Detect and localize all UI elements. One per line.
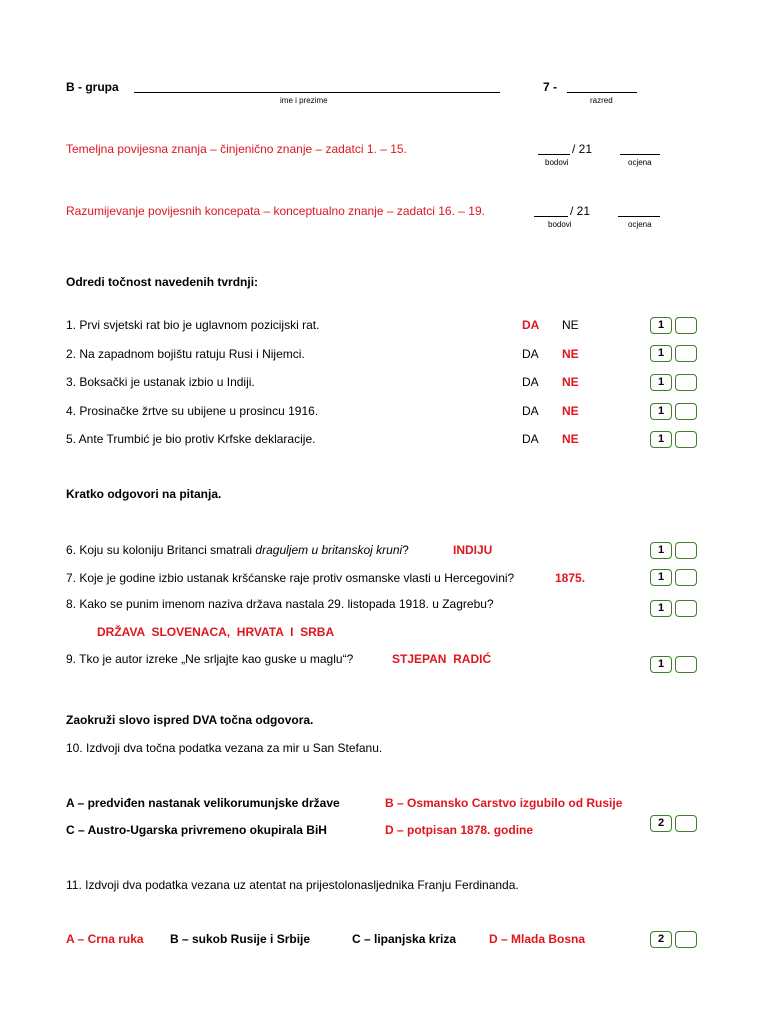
max-points: 2 [650,931,672,948]
points-caption-2: bodovi [548,220,572,229]
score-box [650,431,700,449]
option-11a[interactable]: A – Crna ruka [66,932,144,946]
question-9: 9. Tko je autor izreke „Ne srljajte kao guske u maglu“? [66,652,354,666]
answer-7: 1875. [555,571,586,585]
score-box [650,600,700,618]
statement-text: 1. Prvi svjetski rat bio je uglavnom pozicijski rat. [66,318,320,332]
score-box [650,931,700,949]
earned-points-field[interactable] [675,317,697,334]
max-points: 1 [650,317,672,334]
option-ne[interactable]: NE [562,432,579,446]
points-blank-2[interactable] [534,216,568,217]
class-blank[interactable] [567,92,637,93]
truefalse-instruction: Odredi točnost navedenih tvrdnji: [66,275,259,289]
question-10: 10. Izdvoji dva točna podatka vezana za mir u San Stefanu. [66,741,383,755]
option-11b[interactable]: B – sukob Rusije i Srbije [170,932,311,946]
grade-caption-1: ocjena [628,158,652,167]
points-blank-1[interactable] [538,154,570,155]
earned-points-field[interactable] [675,542,697,559]
option-ne[interactable]: NE [562,375,579,389]
option-da[interactable]: DA [522,318,540,332]
group-label: B - grupa [66,80,119,94]
points-total-1: / 21 [572,142,593,156]
max-points: 1 [650,542,672,559]
question-6-italic: draguljem u britanskoj kruni [255,543,403,557]
statement-text: 3. Boksački je ustanak izbio u Indiji. [66,375,255,389]
earned-points-field[interactable] [675,374,697,391]
max-points: 1 [650,431,672,448]
option-10b[interactable]: B – Osmansko Carstvo izgubilo od Rusije [385,796,623,810]
option-da[interactable]: DA [522,404,539,418]
earned-points-field[interactable] [675,815,697,832]
earned-points-field[interactable] [675,656,697,673]
score-box [650,317,700,335]
score-box [650,345,700,363]
option-ne[interactable]: NE [562,347,579,361]
grade-blank-2[interactable] [618,216,660,217]
points-total-2: / 21 [570,204,591,218]
option-da[interactable]: DA [522,347,539,361]
section-title-conceptual: Razumijevanje povijesnih koncepata – konceptualno znanje – zadatci 16. – 19. [66,204,485,218]
max-points: 1 [650,374,672,391]
statement-text: 5. Ante Trumbić je bio protiv Krfske deklaracije. [66,432,316,446]
option-da[interactable]: DA [522,432,539,446]
max-points: 1 [650,569,672,586]
option-ne[interactable]: NE [562,404,579,418]
earned-points-field[interactable] [675,345,697,362]
section-title-factual: Temeljna povijesna znanja – činjenično znanje – zadatci 1. – 15. [66,142,407,156]
points-caption-1: bodovi [545,158,569,167]
option-10a[interactable]: A – predviđen nastanak velikorumunjske države [66,796,340,810]
max-points: 2 [650,815,672,832]
answer-9: STJEPAN RADIĆ [392,652,492,666]
option-da[interactable]: DA [522,375,539,389]
question-11: 11. Izdvoji dva podatka vezana uz atentat na prijestolonasljednika Franju Ferdinanda. [66,878,519,892]
question-6-text: 6. Koju su koloniju Britanci smatrali [66,543,256,557]
option-10c[interactable]: C – Austro-Ugarska privremeno okupirala BiH [66,823,327,837]
score-box [650,656,700,674]
score-box [650,403,700,421]
max-points: 1 [650,403,672,420]
name-caption: ime i prezime [280,96,328,105]
class-caption: razred [590,96,613,105]
option-10d[interactable]: D – potpisan 1878. godine [385,823,534,837]
option-ne[interactable]: NE [562,318,579,332]
earned-points-field[interactable] [675,431,697,448]
question-8: 8. Kako se punim imenom naziva država nastala 29. listopada 1918. u Zagrebu? [66,597,494,611]
multi-instruction: Zaokruži slovo ispred DVA točna odgovora. [66,713,314,727]
earned-points-field[interactable] [675,403,697,420]
score-box [650,542,700,560]
answer-6: INDIJU [453,543,493,557]
grade-blank-1[interactable] [620,154,660,155]
earned-points-field[interactable] [675,600,697,617]
answer-8: DRŽAVA SLOVENACA, HRVATA I SRBA [97,625,335,639]
max-points: 1 [650,600,672,617]
earned-points-field[interactable] [675,931,697,948]
score-box [650,569,700,587]
score-box [650,374,700,392]
name-blank[interactable] [134,92,500,93]
statement-text: 2. Na zapadnom bojištu ratuju Rusi i Nijemci. [66,347,305,361]
option-11c[interactable]: C – lipanjska kriza [352,932,457,946]
option-11d[interactable]: D – Mlada Bosna [489,932,586,946]
short-instruction: Kratko odgovori na pitanja. [66,487,222,501]
score-box [650,815,700,833]
question-6 [66,543,409,557]
grade-caption-2: ocjena [628,220,652,229]
question-6-mark: ? [402,543,409,557]
question-7: 7. Koje je godine izbio ustanak kršćanske raje protiv osmanske vlasti u Hercegovini? [66,571,515,585]
statement-text: 4. Prosinačke žrtve su ubijene u prosincu 1916. [66,404,319,418]
grade-prefix: 7 - [543,80,558,94]
earned-points-field[interactable] [675,569,697,586]
max-points: 1 [650,345,672,362]
max-points: 1 [650,656,672,673]
